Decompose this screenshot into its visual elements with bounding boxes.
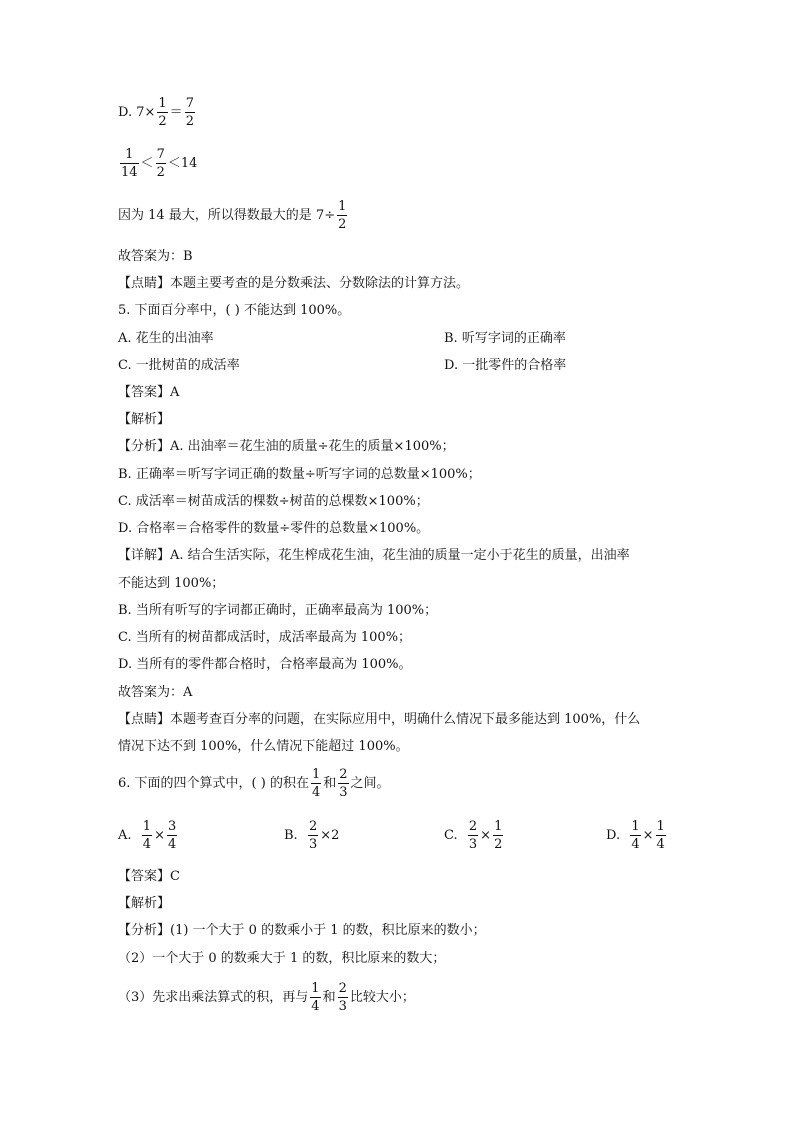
and-text: 和	[322, 990, 336, 1005]
q6-option-d	[606, 820, 668, 851]
fraction: $\frac{1}{2}$	[494, 819, 503, 852]
fraction: $\frac{1}{4}$	[311, 767, 321, 800]
q6-stem-text: 6. 下面的四个算式中，( ) 的积在	[118, 776, 309, 791]
q6-analysis-2: （2）一个大于 0 的数乘大于 1 的数，积比原来的数大；	[118, 951, 446, 966]
q4-point: 【点睛】本题主要考查的是分数乘法、分数除法的计算方法。	[118, 276, 470, 291]
option-label: D.	[606, 828, 621, 843]
option-label: C.	[444, 828, 458, 843]
less-than-14: ＜14	[167, 156, 198, 171]
q6-option-a	[118, 820, 179, 851]
q5-stem: 5. 下面百分率中，( ) 不能达到 100%。	[118, 303, 351, 318]
reason-text: 因为 14 最大，所以得数最大的是 7÷	[118, 208, 336, 223]
q5-answer-label: 【答案】A	[118, 385, 180, 400]
analysis-3-text: （3）先求出乘法算式的积，再与	[118, 990, 309, 1005]
q6-analysis-label: 【解析】	[118, 896, 171, 911]
q5-analysis-c: C. 成活率＝树苗成活的棵数÷树苗的总棵数×100%；	[118, 494, 429, 509]
fraction: $\frac{7}{2}$	[156, 147, 165, 180]
fraction: $\frac{1}{2}$	[158, 96, 167, 129]
fraction: $\frac{2}{3}$	[339, 767, 348, 800]
fraction: $\frac{2}{3}$	[308, 819, 318, 852]
times-sign: ×	[642, 828, 654, 843]
option-d-prefix: D. 7×	[118, 105, 156, 120]
q4-reason	[118, 200, 349, 231]
q5-option-a: A. 花生的出油率	[118, 331, 214, 346]
times-two: ×2	[320, 828, 340, 843]
fraction: $\frac{1}{14}$	[121, 147, 138, 180]
q5-detail-d: D. 当所有的零件都合格时，合格率最高为 100%。	[118, 657, 412, 672]
option-label: B.	[284, 828, 298, 843]
q6-analysis-3	[118, 982, 415, 1013]
q6-stem-tail: 之间。	[350, 776, 390, 791]
times-sign: ×	[480, 828, 492, 843]
q4-option-d-calc	[118, 97, 197, 128]
q4-comparison	[118, 148, 197, 179]
and-text: 和	[323, 776, 337, 791]
q5-detail-b: B. 当所有听写的字词都正确时，正确率最高为 100%；	[118, 603, 438, 618]
fraction: $\frac{2}{3}$	[338, 981, 347, 1014]
q6-analysis-1: 【分析】(1) 一个大于 0 的数乘小于 1 的数，积比原来的数小；	[118, 923, 486, 938]
q5-detail-a: 【详解】A. 结合生活实际，花生榨成花生油，花生油的质量一定小于花生的质量，出油率	[118, 548, 630, 563]
fraction: $\frac{1}{4}$	[311, 981, 320, 1014]
times-sign: ×	[154, 828, 165, 843]
fraction: $\frac{7}{2}$	[185, 96, 194, 129]
q5-analysis-b: B. 正确率＝听写字词正确的数量÷听写字词的总数量×100%；	[118, 467, 481, 482]
fraction: $\frac{1}{4}$	[142, 819, 152, 852]
fraction: $\frac{1}{2}$	[338, 199, 347, 232]
q5-answer: 故答案为：A	[118, 685, 193, 700]
fraction: $\frac{1}{4}$	[656, 819, 665, 852]
q5-analysis-a: 【分析】A. 出油率＝花生油的质量÷花生的质量×100%；	[118, 439, 455, 454]
q5-point-2: 情况下达不到 100%，什么情况下能超过 100%。	[118, 739, 409, 754]
q6-answer-label: 【答案】C	[118, 869, 180, 884]
q5-option-c: C. 一批树苗的成活率	[118, 358, 240, 373]
fraction: $\frac{2}{3}$	[468, 819, 478, 852]
q5-point-1: 【点睛】本题考查百分率的问题，在实际应用中，明确什么情况下最多能达到 100%，什么	[118, 712, 641, 727]
q6-option-b	[284, 820, 339, 851]
equals-sign: ＝	[169, 105, 183, 120]
q6-option-c	[444, 820, 505, 851]
less-than: ＜	[140, 156, 154, 171]
analysis-3-tail: 比较大小；	[349, 990, 415, 1005]
option-label: A.	[118, 828, 132, 843]
q5-analysis-label: 【解析】	[118, 412, 171, 427]
fraction: $\frac{3}{4}$	[167, 819, 177, 852]
q5-option-b: B. 听写字词的正确率	[444, 331, 566, 346]
q5-detail-a-cont: 不能达到 100%；	[118, 576, 225, 591]
q5-option-d: D. 一批零件的合格率	[444, 358, 567, 373]
q6-stem	[118, 768, 390, 799]
q5-detail-c: C. 当所有的树苗都成活时，成活率最高为 100%；	[118, 630, 412, 645]
q4-answer: 故答案为：B	[118, 249, 193, 264]
q5-analysis-d: D. 合格率＝合格零件的数量÷零件的总数量×100%。	[118, 521, 430, 536]
fraction: $\frac{1}{4}$	[631, 819, 640, 852]
